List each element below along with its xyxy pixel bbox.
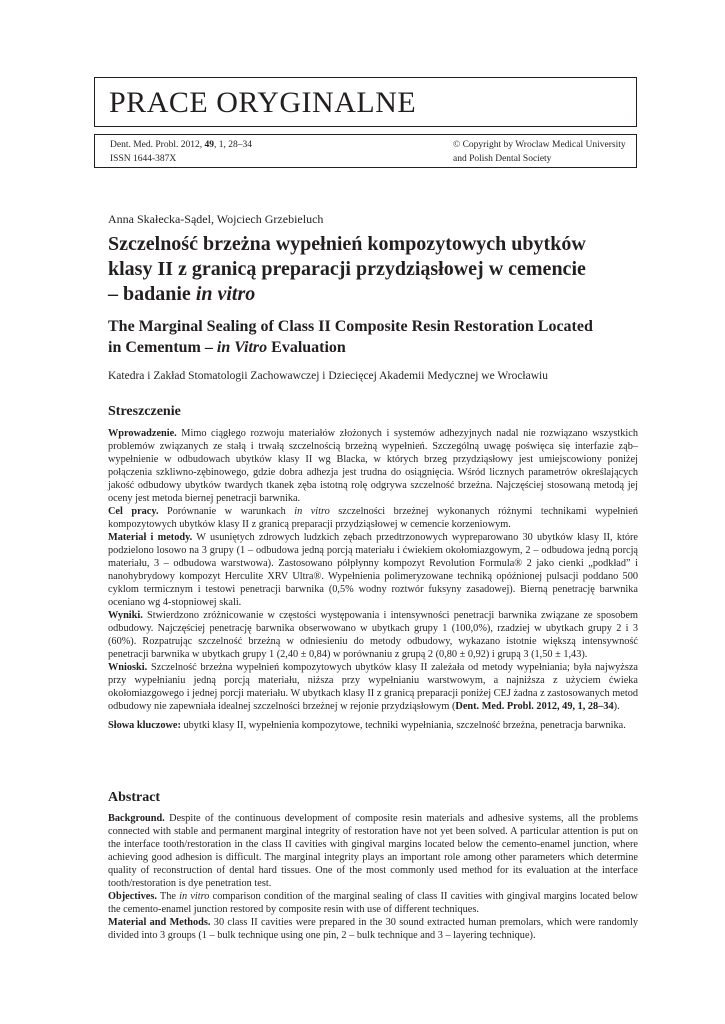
streszczenie-heading: Streszczenie <box>108 404 181 419</box>
polish-title-italic: in vitro <box>195 283 256 305</box>
citation-volume: 49 <box>204 140 214 150</box>
citation-suffix: , 1, 28–34 <box>213 140 252 150</box>
journal-info-box <box>94 134 637 168</box>
wprowadzenie-text: Mimo ciągłego rozwoju materiałów złożonych i systemów adhezyjnych nadal nie rozwiązano wszystkich problemów związanych ze stałą i trwałą szczelnością brzeżną wypełnień. Szczególną uwagę poświęca się interfazie ząb–wypełnienie w odbudowach ubytków klasy II wg Blacka, w których brzeg przydziąsłowy jest umiejscowiony poniżej połączenia szkliwno-zębinowego, gdzie dobra adhezja jest trudna do osiągnięcia. Wśród licznych parametrów określających jakość odbudowy ubytków twardych tkanek zęba istotną rolę odgrywa szczelność brzeżna. Najczęściej stosowaną metodą jej oceny jest metoda biernej penetracji barwnika. <box>108 428 638 504</box>
material-paragraph <box>108 531 638 609</box>
cel-text-italic: in vitro <box>294 506 330 517</box>
wyniki-label: Wyniki. <box>108 610 143 621</box>
cel-text-post: szczelności brzeżnej wykonanych różnymi technikami wypełnień kompozytowych ubytków klasy II z granicą preparacji przydziąsłowej w cemencie korzeniowym. <box>108 506 638 530</box>
copyright-line-1: © Copyright by Wroclaw Medical University <box>453 140 626 150</box>
english-title <box>108 317 638 358</box>
background-paragraph <box>108 812 638 890</box>
polish-title <box>108 232 638 307</box>
objectives-paragraph <box>108 890 638 916</box>
section-title: PRACE ORYGINALNE <box>109 86 417 119</box>
material-label: Materiał i metody. <box>108 532 193 543</box>
objectives-text-pre: The <box>156 891 180 902</box>
copyright-info <box>453 138 626 166</box>
streszczenie-body <box>108 427 638 732</box>
wnioski-citation: Dent. Med. Probl. 2012, 49, 1, 28–34 <box>455 701 614 712</box>
background-label: Background. <box>108 813 165 824</box>
polish-title-line-2: klasy II z granicą preparacji przydziąsłowej w cemencie <box>108 258 586 280</box>
issn: ISSN 1644-387X <box>110 154 177 164</box>
polish-title-line-1: Szczelność brzeżna wypełnień kompozytowych ubytków <box>108 233 586 255</box>
english-title-line-1: The Marginal Sealing of Class II Composite Resin Restoration Located <box>108 318 593 335</box>
wprowadzenie-label: Wprowadzenie. <box>108 428 177 439</box>
objectives-text-italic: in vitro <box>179 891 210 902</box>
cel-text-pre: Porównanie w warunkach <box>158 506 295 517</box>
abstract-body <box>108 812 638 942</box>
wnioski-end: ). <box>613 701 620 712</box>
keywords-paragraph <box>108 719 638 732</box>
english-title-italic: in Vitro <box>216 338 268 356</box>
background-text: Despite of the continuous development of composite resin materials and adhesive systems, all the problems connected with stable and permanent marginal integrity of restoration have not yet been solved. A particular attention is put on the interface tooth/restoration in the class II cavities with gingival margins located below the cemento-enamel junction, where achieving good adhesion is difficult. The marginal integrity plays an important role among other parameters which determine quality of reconstruction of dental hard tissues. One of the most commonly used method for its evaluation at the interface tooth/restoration is dye penetration test. <box>108 813 638 889</box>
section-header-box <box>94 77 637 127</box>
polish-title-line-3: – badanie <box>108 283 196 305</box>
citation-prefix: Dent. Med. Probl. 2012, <box>110 140 205 150</box>
wyniki-paragraph <box>108 609 638 661</box>
wprowadzenie-paragraph <box>108 427 638 505</box>
english-title-line-2: in Cementum – <box>108 338 217 356</box>
wyniki-text: Stwierdzono zróżnicowanie w częstości występowania i intensywności penetracji barwnika związane ze sposobem odbudowy. Najczęściej penetrację barwnika obserwowano w ubytkach grupy 1 (100,0%), rzadziej w ubytkach grupy 2 i 3 (60%). Rozpatrując szczelność brzeżną w odniesieniu do metody odbudowy, wykazano istotnie większą intensywność penetracji barwnika w ubytkach grupy 1 (2,40 ± 0,84) w porównaniu z grupą 2 (0,80 ± 0,92) i grupą 3 (1,50 ± 1,43). <box>108 610 638 660</box>
wnioski-text: Szczelność brzeżna wypełnień kompozytowych ubytków klasy II zależała od metody wypełniania; była najwyższa przy wypełnianiu jedną porcją materiału, niższa przy wypełnianiu warstwowym, a najniższa z użyciem ćwieka okołomiazgowego i jednej porcji materiału. W ubytkach klasy II z granicą preparacji poniżej CEJ żadna z zastosowanych metod odbudowy nie zapewniała idealnej szczelności brzeżnej w rejonie przydziąsłowym ( <box>108 662 638 712</box>
english-title-end: Evaluation <box>267 338 346 356</box>
wnioski-paragraph <box>108 661 638 713</box>
affiliation: Katedra i Zakład Stomatologii Zachowawczej i Dziecięcej Akademii Medycznej we Wrocławiu <box>108 370 548 382</box>
citation-info <box>110 138 252 166</box>
material-text: W usuniętych zdrowych ludzkich zębach przedtrzonowych wypreparowano 30 ubytków klasy II, które podzielono losowo na 3 grupy (1 – odbudowa jedną porcją materiału i ćwiekiem okołomiazgowym, 2 – odbudowa jedną porcją materiału, 3 – odbudowa warstwowa). Zastosowano półpłynny kompozyt Revolution Formula® 2 jako cienki „podkład” i nanohybrydowy kompozyt Herculite XRV Ultra®. Wypełnienia polimeryzowane techniką opóźnionej pulsacji poddano 500 cyklom termicznym i testowi penetracji barwnika (0,5% wodny roztwór fuksyny zasadowej). Bierną penetrację barwnika oceniano wg 4-stopniowej skali. <box>108 532 639 608</box>
methods-paragraph <box>108 916 638 942</box>
keywords-label: Słowa kluczowe: <box>108 720 181 731</box>
objectives-text-post: comparison condition of the marginal sealing of class II cavities with gingival margins located below the cemento-enamel junction restored by composite resin with use of different techniques. <box>108 891 638 915</box>
methods-label: Material and Methods. <box>108 917 211 928</box>
cel-label: Cel pracy. <box>108 506 159 517</box>
authors: Anna Skałecka-Sądel, Wojciech Grzebieluch <box>108 212 324 226</box>
copyright-line-2: and Polish Dental Society <box>453 154 552 164</box>
methods-text: 30 class II cavities were prepared in the 30 sound extracted human premolars, which were randomly divided into 3 groups (1 – bulk technique using one pin, 2 – bulk technique and 3 – layering technique). <box>108 917 638 941</box>
keywords-text: ubytki klasy II, wypełnienia kompozytowe, techniki wypełniania, szczelność brzeżna, penetracja barwnika. <box>180 720 626 731</box>
abstract-heading: Abstract <box>108 790 161 805</box>
wnioski-label: Wnioski. <box>108 662 148 673</box>
cel-paragraph <box>108 505 638 531</box>
objectives-label: Objectives. <box>108 891 157 902</box>
